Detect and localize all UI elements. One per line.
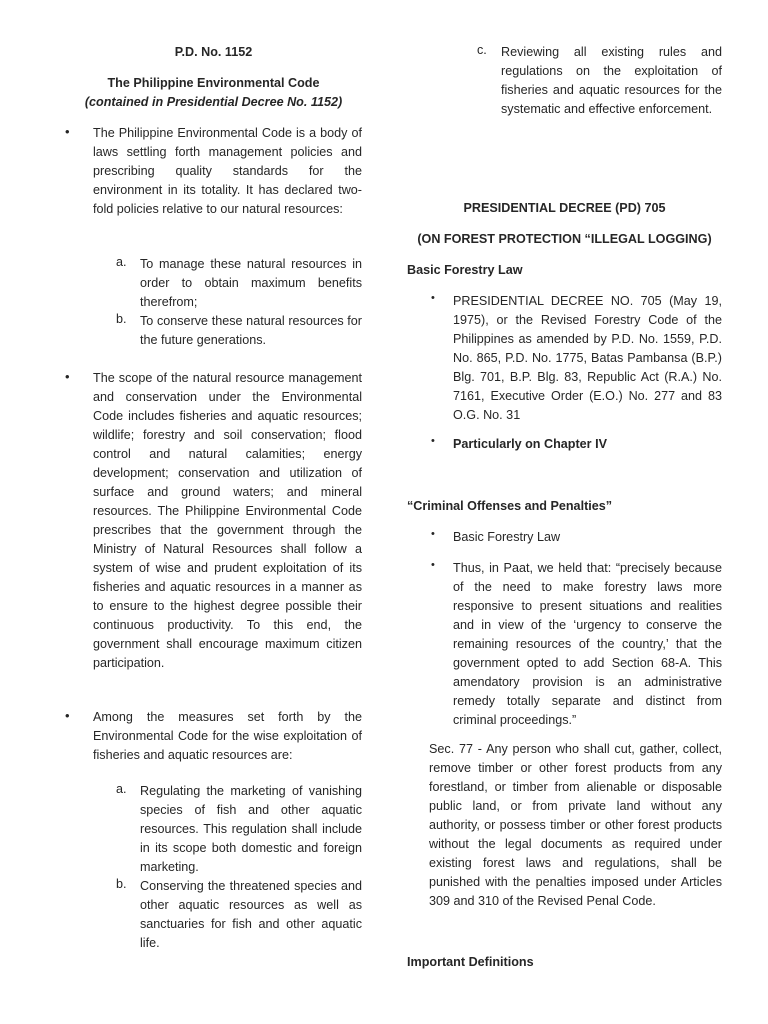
bullet-mark: • [431,292,435,304]
criminal-offenses-heading: “Criminal Offenses and Penalties” [407,499,613,513]
document-title: P.D. No. 1152 [174,45,253,59]
policy-item-a [116,255,362,312]
bullet-text: Thus, in Paat, we held that: “precisely because of the need to make forestry laws more responsive to present situations and realities and in view of the ‘urgency to conserve the remaining resources of the country,’ that the government opted to add Section 68-A. This amendatory provision is an administrative remedy totally separate and distinct from criminal proceedings.” [453,561,722,727]
bullet-text: Particularly on Chapter IV [453,437,607,451]
policy-letter: b. [116,312,127,326]
bullet-chapter [407,435,722,454]
code-subheading: (contained in Presidential Decree No. 1152) [84,95,343,109]
bullet-text: Among the measures set forth by the Environmental Code for the wise exploitation of fisheries and aquatic resources are: [93,710,362,762]
bullet-mark: • [431,435,435,447]
measure-letter: c. [477,43,487,57]
measure-item-a [116,782,362,877]
measure-text: Conserving the threatened species and other aquatic resources as well as sanctuaries for fish and other aquatic life. [140,879,362,950]
bullet-text: Basic Forestry Law [453,530,561,544]
bullet-mark: • [431,528,435,540]
bullet-measures [65,708,362,765]
bullet-mark: • [431,559,435,571]
section-77-text: Sec. 77 - Any person who shall cut, gather, collect, remove timber or other forest products from any forestland, or timber from alienable or disposable public land, or from private land without any authority, or possess timber or other forest products without the legal documents as required under existing forest laws and regulations, shall be punished with the penalties imposed under Articles 309 and 310 of the Revised Penal Code. [429,742,722,908]
bullet-text: PRESIDENTIAL DECREE NO. 705 (May 19, 1975), or the Revised Forestry Code of the Philippines as amended by P.D. No. 1559, P.D. No. 865, P.D. No. 1775, Batas Pambansa (B.P.) Blg. 701, B.P. Blg. 83, Republic Act (R.A.) No. 7161, Executive Order (E.O.) No. 277 and 83 O.G. No. 31 [453,294,722,422]
bullet-code-definition [65,124,362,219]
important-definitions-heading: Important Definitions [407,955,534,969]
measure-letter: b. [116,877,127,891]
pd705-subtitle: (ON FOREST PROTECTION “ILLEGAL LOGGING) [417,232,712,246]
bullet-text: The scope of the natural resource management and conservation under the Environmental Code includes fisheries and aquatic resources; wildlife; forestry and soil conservation; flood control and natural calamities; energy development; conservation and utilization of surface and ground waters; and mineral resources. The Philippine Environmental Code prescribes that the government through the Ministry of Natural Resources shall follow a system of wise and prudent exploitation of its fisheries and aquatic resources in a manner as to ensure to the highest degree possible their continuous productivity. To this end, the government shall encourage maximum citizen participation. [93,371,362,670]
bullet-mark: • [65,124,70,139]
pd705-title: PRESIDENTIAL DECREE (PD) 705 [463,201,666,215]
bullet-mark: • [65,708,70,723]
bullet-paat [407,559,722,730]
policy-text: To manage these natural resources in order to obtain maximum benefits therefrom; [140,257,362,309]
bullet-basic-forestry [407,528,722,547]
bullet-pd705 [407,292,722,425]
measure-text: Reviewing all existing rules and regulations on the exploitation of fisheries and aquatic resources for the systematic and effective enforcement. [501,45,722,116]
policy-text: To conserve these natural resources for the future generations. [140,314,362,347]
measure-item-c [477,43,722,119]
bullet-text: The Philippine Environmental Code is a body of laws settling forth management policies and prescribing quality standards for the environment in its totality. It has declared two-fold policies relative to our natural resources: [93,126,362,216]
code-heading: The Philippine Environmental Code [107,76,320,90]
measure-text: Regulating the marketing of vanishing species of fish and other aquatic resources. This regulation shall include in its scope both domestic and foreign marketing. [140,784,362,874]
bullet-mark: • [65,369,70,384]
basic-forestry-heading: Basic Forestry Law [407,263,523,277]
policy-letter: a. [116,255,127,269]
policy-item-b [116,312,362,350]
measure-item-b [116,877,362,953]
measure-letter: a. [116,782,127,796]
bullet-scope [65,369,362,673]
